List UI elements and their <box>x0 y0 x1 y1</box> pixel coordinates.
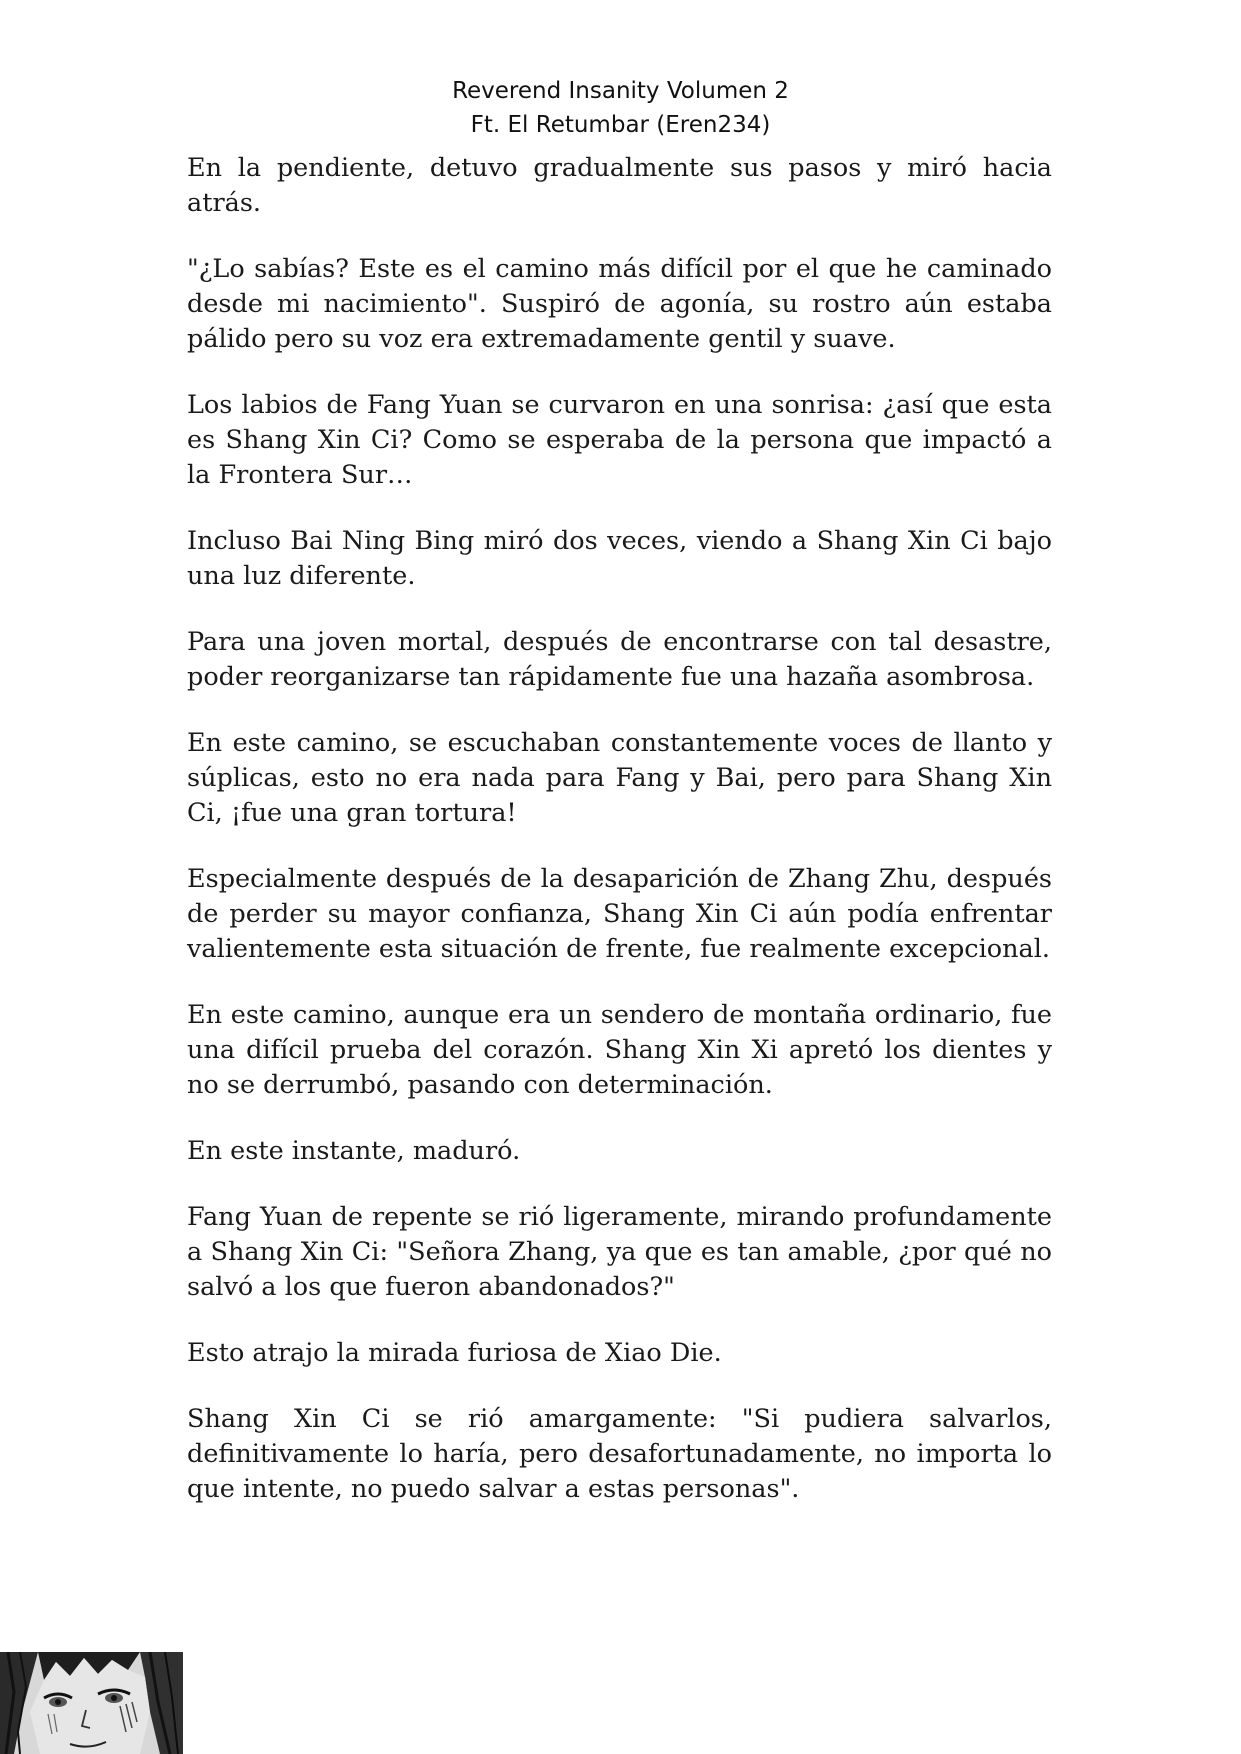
paragraph: Para una joven mortal, después de encontrarse con tal desastre, poder reorganizarse tan rápidamente fue una hazaña asombrosa. <box>187 627 1052 692</box>
paragraph: Los labios de Fang Yuan se curvaron en una sonrisa: ¿así que esta es Shang Xin Ci? Como se esperaba de la persona que impactó a la Frontera Sur… <box>187 390 1052 490</box>
paragraph: Especialmente después de la desaparición de Zhang Zhu, después de perder su mayor confianza, Shang Xin Ci aún podía enfrentar valientemente esta situación de frente, fue realmente excepcional. <box>187 864 1052 964</box>
paragraph: En este instante, maduró. <box>187 1136 521 1166</box>
paragraph: Shang Xin Ci se rió amargamente: "Si pudiera salvarlos, definitivamente lo haría, pero desafortunadamente, no importa lo que intente, no puedo salvar a estas personas". <box>187 1404 1052 1504</box>
header-title: Reverend Insanity Volumen 2 <box>452 78 789 104</box>
paragraph: Fang Yuan de repente se rió ligeramente, mirando profundamente a Shang Xin Ci: "Señora Zhang, ya que es tan amable, ¿por qué no salvó a los que fueron abandonados?" <box>187 1202 1052 1302</box>
header-subtitle: Ft. El Retumbar (Eren234) <box>470 112 771 138</box>
paragraph: Incluso Bai Ning Bing miró dos veces, viendo a Shang Xin Ci bajo una luz diferente. <box>187 526 1052 591</box>
paragraph: En este camino, aunque era un sendero de montaña ordinario, fue una difícil prueba del corazón. Shang Xin Xi apretó los dientes y no se derrumbó, pasando con determinación. <box>187 1000 1052 1100</box>
chapter-body <box>187 151 1052 1538</box>
page-header <box>0 74 1241 142</box>
paragraph: Esto atrajo la mirada furiosa de Xiao Die. <box>187 1338 722 1368</box>
paragraph: En este camino, se escuchaban constantemente voces de llanto y súplicas, esto no era nada para Fang y Bai, pero para Shang Xin Ci, ¡fue una gran tortura! <box>187 728 1052 828</box>
manga-face-icon <box>0 1652 183 1754</box>
paragraph: En la pendiente, detuvo gradualmente sus pasos y miró hacia atrás. <box>187 153 1052 218</box>
paragraph: "¿Lo sabías? Este es el camino más difícil por el que he caminado desde mi nacimiento". Suspiró de agonía, su rostro aún estaba pálido pero su voz era extremadamente gentil y suave. <box>187 254 1052 354</box>
manga-face-image <box>0 1652 183 1754</box>
